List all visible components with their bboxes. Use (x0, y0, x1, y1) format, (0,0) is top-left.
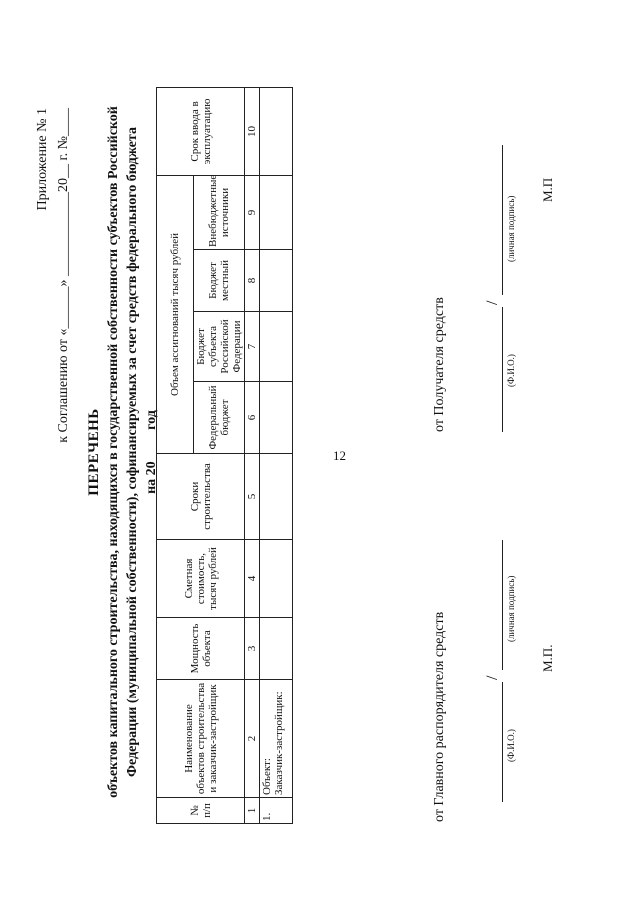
header-subject: Бюджет субъекта Российской Федерации (194, 312, 245, 382)
row-customer-label: Заказчик-застройщик: (273, 691, 285, 795)
signature-block-recipient (432, 92, 555, 432)
column-number: 3 (245, 618, 260, 680)
document-sheet (20, 42, 620, 862)
signature-from-label: от Получателя средств (432, 297, 447, 432)
header-name: Наименование объектов строительства и заказчик-застройщик (157, 680, 245, 798)
row-cell (260, 175, 293, 249)
page-number: 12 (333, 448, 346, 463)
column-number: 10 (245, 87, 260, 175)
table-row (260, 87, 293, 823)
column-number: 5 (245, 454, 260, 540)
row-number: 1. (260, 798, 293, 824)
signature-line (502, 540, 503, 670)
row-object-label: Объект: (261, 758, 273, 795)
annex-title: Приложение № 1 (35, 108, 50, 211)
row-cell (260, 454, 293, 540)
column-number: 2 (245, 680, 260, 798)
annex-agreement-ref: к Соглашению от «______» ____________20__ г. №____ (56, 108, 71, 443)
fio-caption: (Ф.И.О.) (506, 354, 516, 387)
signature-caption: (личная подпись) (506, 575, 516, 642)
header-federal: Федеральный бюджет (194, 382, 245, 454)
column-numbers-row (245, 87, 260, 823)
title-line-3: на 20____ год (144, 410, 159, 494)
header-local: Бюджет местный (194, 250, 245, 312)
header-num: № п/п (157, 798, 245, 824)
column-number: 7 (245, 312, 260, 382)
header-capacity: Мощность объекта (157, 618, 245, 680)
column-number: 9 (245, 175, 260, 249)
title-line-2: Федерации (муниципальной собственности), софинансируемых за счет средств федерального бюджета (125, 127, 140, 777)
row-cell (260, 618, 293, 680)
fio-caption: (Ф.И.О.) (506, 729, 516, 762)
header-extra: Внебюджетные источники (194, 175, 245, 249)
title-line-1: объектов капитального строительства, находящихся в государственной собственности субъектов Российской (106, 106, 121, 798)
row-cell (260, 87, 293, 175)
signature-from-label: от Главного распорядителя средств (432, 611, 447, 822)
row-cell (260, 250, 293, 312)
header-commission: Срок ввода в эксплуатацию (157, 87, 245, 175)
fio-line (502, 682, 503, 802)
header-volume: Объем ассигнований тысяч рублей (157, 175, 194, 453)
annex-block (32, 108, 74, 443)
signatures-section (432, 42, 612, 862)
header-cost: Сметная стоимость, тысяч рублей (157, 540, 245, 618)
signature-slash: / (484, 675, 501, 680)
document-title-block (84, 42, 161, 862)
signature-block-main-manager (432, 482, 555, 822)
column-number: 8 (245, 250, 260, 312)
signature-line (502, 145, 503, 295)
column-number: 1 (245, 798, 260, 824)
signature-slash: / (484, 300, 501, 305)
column-number: 6 (245, 382, 260, 454)
signature-caption: (личная подпись) (506, 195, 516, 262)
fio-line (502, 307, 503, 432)
row-object-cell (260, 680, 293, 798)
stamp-label: М.П. (540, 644, 555, 672)
stamp-label: М.П (540, 177, 555, 202)
header-term: Сроки строительства (157, 454, 245, 540)
row-cell (260, 312, 293, 382)
document-title: ПЕРЕЧЕНЬ (86, 408, 102, 496)
row-cell (260, 540, 293, 618)
column-number: 4 (245, 540, 260, 618)
objects-table (156, 87, 293, 824)
row-cell (260, 382, 293, 454)
